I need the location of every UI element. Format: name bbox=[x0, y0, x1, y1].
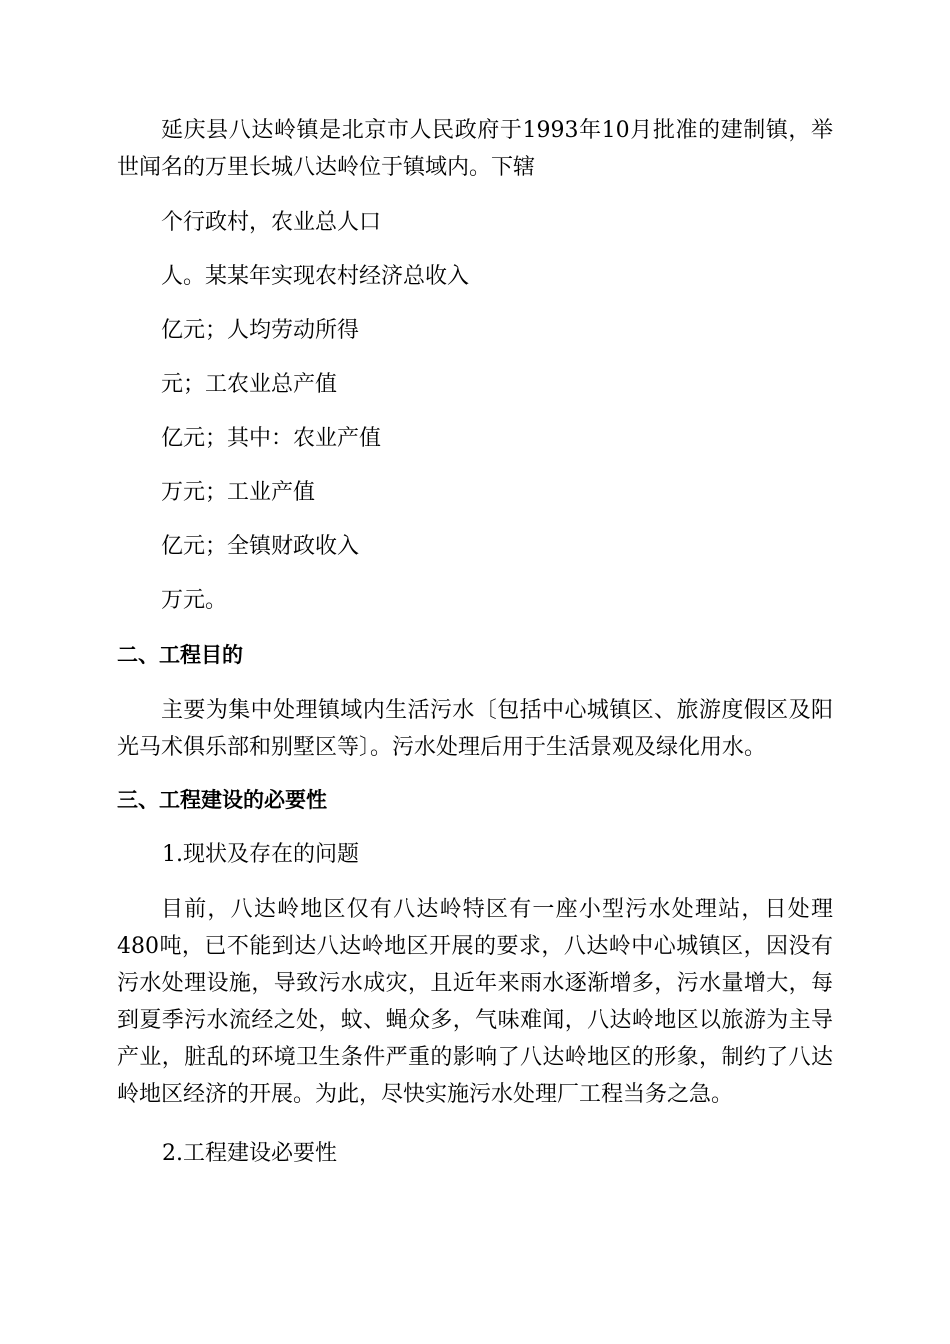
intro-paragraph-9: 万元。 bbox=[161, 588, 228, 613]
intro-paragraph-4: 亿元；人均劳动所得 bbox=[161, 318, 360, 343]
section-2-body: 主要为集中处理镇域内生活污水〔包括中心城镇区、旅游度假区及阳光马术俱乐部和别墅区等〕。污水处理后用于生活景观及绿化用水。 bbox=[117, 698, 833, 760]
intro-paragraph-6: 亿元；其中：农业产值 bbox=[161, 426, 382, 451]
section-3-subheading-1: 1.现状及存在的问题 bbox=[162, 842, 359, 867]
section-2-heading: 二、工程目的 bbox=[117, 643, 243, 667]
section-3-body-1: 目前，八达岭地区仅有八达岭特区有一座小型污水处理站，日处理480吨，已不能到达八达岭地区开展的要求，八达岭中心城镇区，因没有污水处理设施，导致污水成灾，且近年来雨水逐渐增多，污水量增大，每到夏季污水流经之处，蚊、蝇众多，气味难闻，八达岭地区以旅游为主导产业，脏乱的环境卫生条件严重的影响了八达岭地区的形象，制约了八达岭地区经济的开展。为此，尽快实施污水处理厂工程当务之急。 bbox=[117, 897, 833, 1107]
section-3-subheading-2: 2.工程建设必要性 bbox=[162, 1141, 337, 1166]
intro-paragraph-5: 元；工农业总产值 bbox=[161, 372, 338, 397]
intro-paragraph-7: 万元；工业产值 bbox=[161, 480, 316, 505]
intro-paragraph-8: 亿元；全镇财政收入 bbox=[161, 534, 360, 559]
intro-paragraph-1: 延庆县八达岭镇是北京市人民政府于1993年10月批准的建制镇，举世闻名的万里长城八达岭位于镇域内。下辖 bbox=[117, 118, 833, 180]
intro-paragraph-3: 人。某某年实现农村经济总收入 bbox=[161, 264, 470, 289]
intro-paragraph-2: 个行政村，农业总人口 bbox=[161, 210, 382, 235]
section-3-heading: 三、工程建设的必要性 bbox=[117, 788, 327, 812]
